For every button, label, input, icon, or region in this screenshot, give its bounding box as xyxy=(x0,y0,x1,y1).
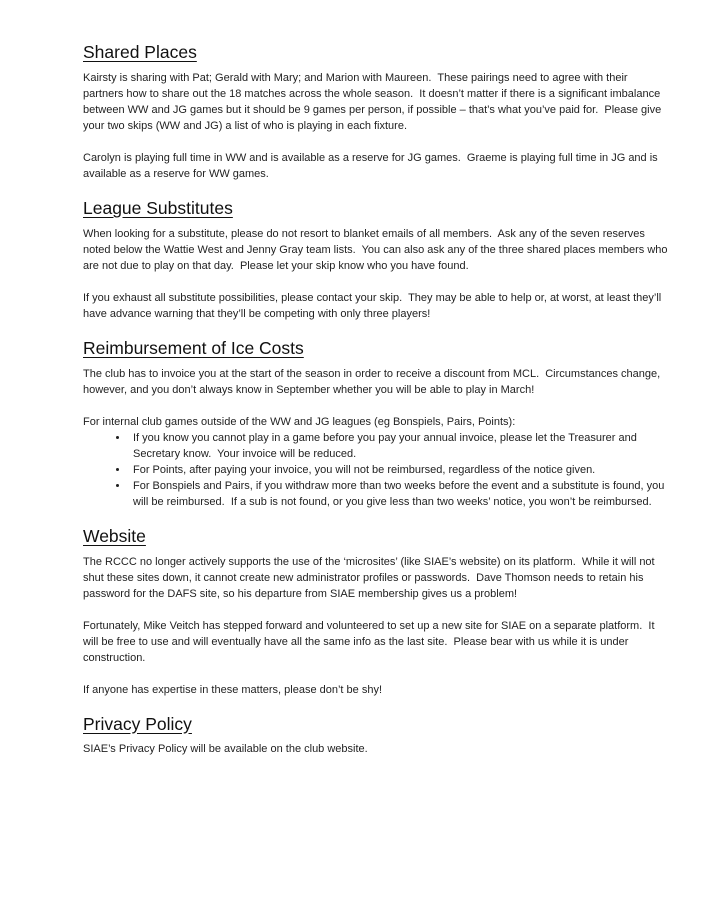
paragraph: When looking for a substitute, please do not resort to blanket emails of all members. Ask any of the seven reserves noted below the Wattie West and Jenny Gray team lists. You can also ask any of the three shared places members who are not due to play on that day. Please let your skip know who you have found. xyxy=(83,227,671,272)
paragraph: If anyone has expertise in these matters, please don’t be shy! xyxy=(83,683,383,696)
paragraph: SIAE’s Privacy Policy will be available on the club website. xyxy=(83,743,368,756)
section-heading-league-substitutes: League Substitutes xyxy=(83,197,233,218)
bullet-item: • For Bonspiels and Pairs, if you withdraw more than two weeks before the event and a substitute is found, you will be reimbursed. If a sub is not found, or you give less than two weeks’ notice, you won’t be reimbursed. xyxy=(129,478,668,510)
paragraph: Kairsty is sharing with Pat; Gerald with Mary; and Marion with Maureen. These pairings need to agree with their partners how to share out the 18 matches across the whole season. It doesn’t matter if there is a significant imbalance between WW and JG games but it should be 9 games per person, if possible – that’s what you’ve paid for. Please give your two skips (WW and JG) a list of who is playing in each fixture. xyxy=(83,71,665,132)
section-shared-places xyxy=(83,42,668,182)
section-heading-shared-places: Shared Places xyxy=(83,42,197,62)
section-heading-website: Website xyxy=(83,525,146,546)
paragraph-bullet-lead-in: For internal club games outside of the WW and JG leagues (eg Bonspiels, Pairs, Points): xyxy=(83,415,516,428)
section-heading-reimbursement: Reimbursement of Ice Costs xyxy=(83,337,304,358)
paragraph: The club has to invoice you at the start of the season in order to receive a discount from MCL. Circumstances change, however, and you don’t always know in September whether you will be able to play in March! xyxy=(83,367,664,396)
paragraph: If you exhaust all substitute possibilities, please contact your skip. They may be able to help or, at worst, at least they’ll have advance warning that they’ll be competing with only three players! xyxy=(83,291,665,320)
section-heading-privacy-policy: Privacy Policy xyxy=(83,713,192,734)
paragraph: Fortunately, Mike Veitch has stepped forward and volunteered to set up a new site for SIAE on a separate platform. It will be free to use and will eventually have all the same info as the last site. Please bear with us while it is under construction. xyxy=(83,619,658,664)
paragraph: The RCCC no longer actively supports the use of the ‘microsites’ (like SIAE’s website) on its platform. While it will not shut these sites down, it cannot create new administrator profiles or passwords. Dave Thomson needs to retain his password for the DAFS site, so his departure from SIAE membership gives us a problem! xyxy=(83,555,658,600)
bullet-item: • For Points, after paying your invoice, you will not be reimbursed, regardless of the notice given. xyxy=(129,462,668,478)
section-reimbursement-of-ice-costs xyxy=(83,338,668,510)
paragraph: Carolyn is playing full time in WW and is available as a reserve for JG games. Graeme is playing full time in JG and is available as a reserve for WW games. xyxy=(83,151,661,180)
bullet-list xyxy=(83,430,668,510)
section-website xyxy=(83,526,668,698)
section-privacy-policy xyxy=(83,714,668,758)
section-league-substitutes xyxy=(83,197,671,322)
bullet-item: • If you know you cannot play in a game before you pay your annual invoice, please let the Treasurer and Secretary know. Your invoice will be reduced. xyxy=(129,430,668,462)
